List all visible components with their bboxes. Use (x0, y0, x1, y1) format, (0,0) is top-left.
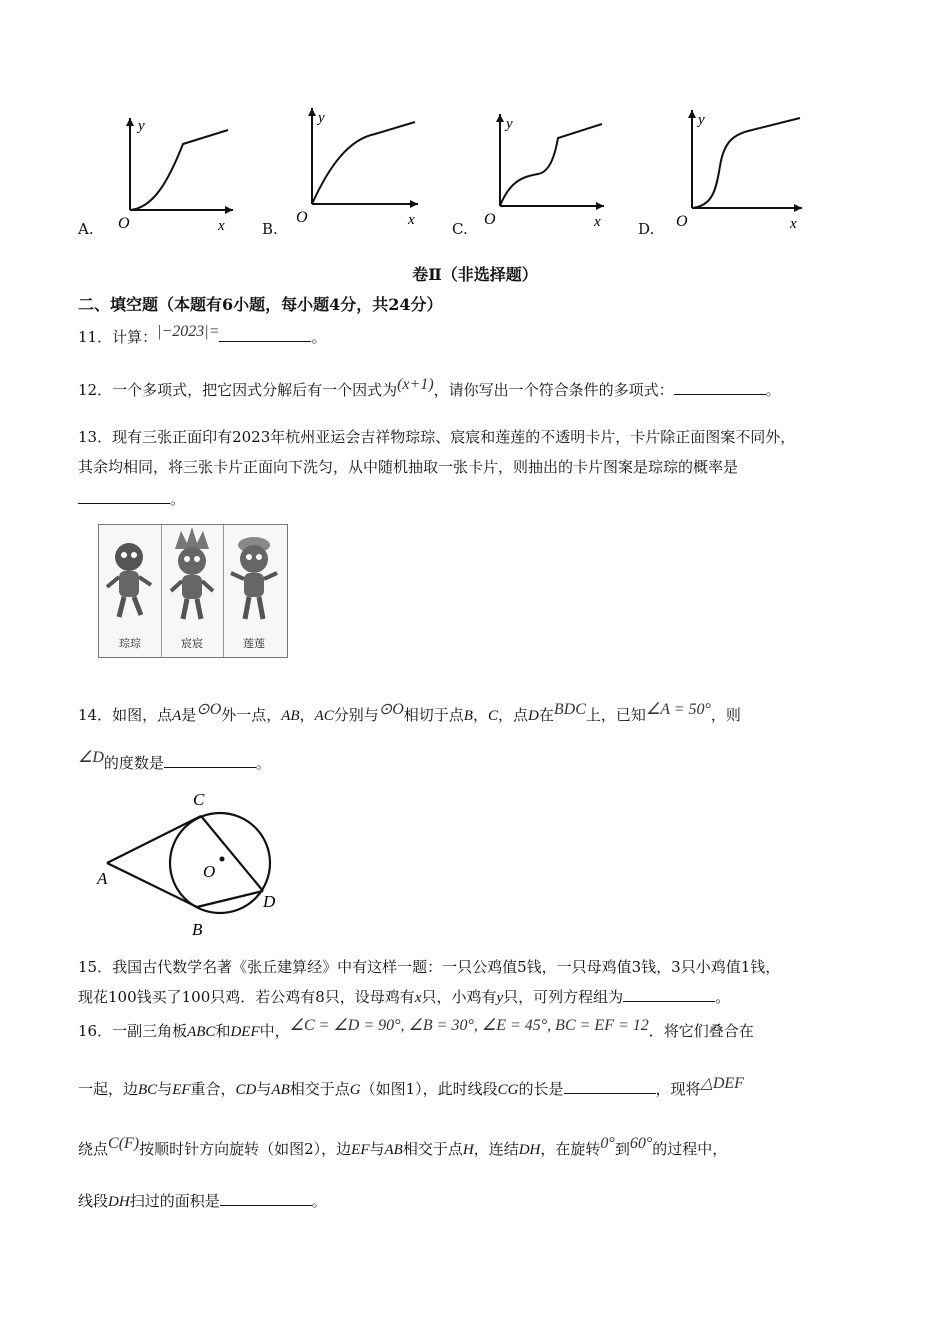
q14-figure (95, 783, 290, 941)
fig-label-d: D (263, 892, 276, 911)
card-label-2: 宸宸 (181, 637, 203, 650)
question-15-line2: 现花100钱买了100只鸡．若公鸡有8只，设母鸡有x只，小鸡有y只，可列方程组为 。 (78, 988, 731, 1006)
option-b-label: B. (262, 220, 278, 238)
graph-d (672, 106, 808, 230)
graph-b-y: y (318, 110, 325, 126)
q11-blank (219, 327, 311, 342)
q16-blank-2 (220, 1191, 312, 1206)
card-congcong (99, 525, 162, 657)
graph-b (290, 104, 425, 228)
question-13-line2: 其余均相同，将三张卡片正面向下洗匀，从中随机抽取一张卡片，则抽出的卡片图案是琮琮的概率是 (78, 458, 739, 476)
graph-d-y: y (698, 112, 705, 128)
part-title: 卷Ⅱ（非选择题） (412, 265, 538, 284)
arc-bdc: BDC (553, 701, 586, 718)
fig-label-c: C (193, 790, 205, 809)
question-12: 12．一个多项式，把它因式分解后有一个因式为(x+1)，请你写出一个符合条件的多项式： 。 (78, 376, 781, 399)
graph-b-o: O (296, 209, 308, 226)
option-d-label: D. (638, 220, 655, 238)
q14-blank (164, 753, 256, 768)
q13-blank (78, 489, 170, 504)
card-lianlian (223, 525, 285, 657)
fig-label-b: B (192, 920, 203, 939)
graph-a-y: y (138, 118, 145, 134)
question-13-line3: 。 (78, 488, 185, 510)
graph-b-x: x (408, 212, 415, 228)
graph-a-x: x (218, 218, 225, 232)
option-a-label: A. (78, 220, 94, 238)
mascot-figure-2 (161, 525, 223, 635)
q12-blank (674, 380, 766, 395)
question-15-line1: 15．我国古代数学名著《张丘建算经》中有这样一题：一只公鸡值5钱，一只母鸡值3钱，3只小鸡值1钱， (78, 958, 781, 976)
question-16-line4: 线段DH扫过的面积是 。 (78, 1192, 327, 1210)
mascot-figure-3 (223, 525, 285, 635)
graph-d-o: O (676, 213, 688, 230)
q12-math: (x+1) (397, 376, 434, 393)
q15-blank (623, 987, 715, 1002)
graph-d-x: x (790, 216, 797, 230)
q16-blank-1 (564, 1079, 656, 1094)
graph-a-o: O (118, 215, 130, 232)
fig-label-a: A (97, 869, 108, 888)
graph-a (108, 112, 238, 232)
question-16-line2: 一起，边BC与EF重合，CD与AB相交于点G（如图1），此时线段CG的长是 ，现将△DEF (78, 1075, 744, 1098)
fig-label-o: O (203, 862, 216, 881)
question-16-line3: 绕点C(F)按顺时针方向旋转（如图2），边EF与AB相交于点H，连结DH，在旋转0°到60°的过程中， (78, 1135, 728, 1158)
question-16-line1: 16．一副三角板ABC和DEF中，∠C = ∠D = 90°, ∠B = 30°, ∠E = 45°, BC = EF = 12．将它们叠合在 (78, 1017, 754, 1040)
option-c-label: C. (452, 220, 468, 238)
section-heading: 二、填空题（本题有6小题，每小题4分，共24分） (78, 295, 443, 314)
question-13-line1: 13．现有三张正面印有2023年杭州亚运会吉祥物琮琮、宸宸和莲莲的不透明卡片，卡片除正面图案不同外， (78, 428, 796, 446)
card-label-3: 莲莲 (243, 637, 265, 650)
q11-math: |−2023|= (157, 323, 220, 340)
graph-c (480, 110, 610, 228)
mascot-cards (98, 524, 288, 658)
question-14-line1: 14．如图，点A是⊙O外一点，AB，AC分别与⊙O相切于点B，C，点D在BDC上，已知∠A = 50°，则 (78, 701, 741, 724)
graph-c-x: x (594, 214, 601, 228)
question-11: 11．计算：|−2023|= 。 (78, 323, 327, 346)
card-chenchen (161, 525, 224, 657)
graph-c-y: y (506, 116, 513, 132)
mascot-figure-1 (99, 525, 161, 635)
card-label-1: 琮琮 (119, 637, 141, 650)
graph-c-o: O (484, 211, 496, 228)
question-14-line2: ∠D的度数是 。 (78, 749, 271, 772)
